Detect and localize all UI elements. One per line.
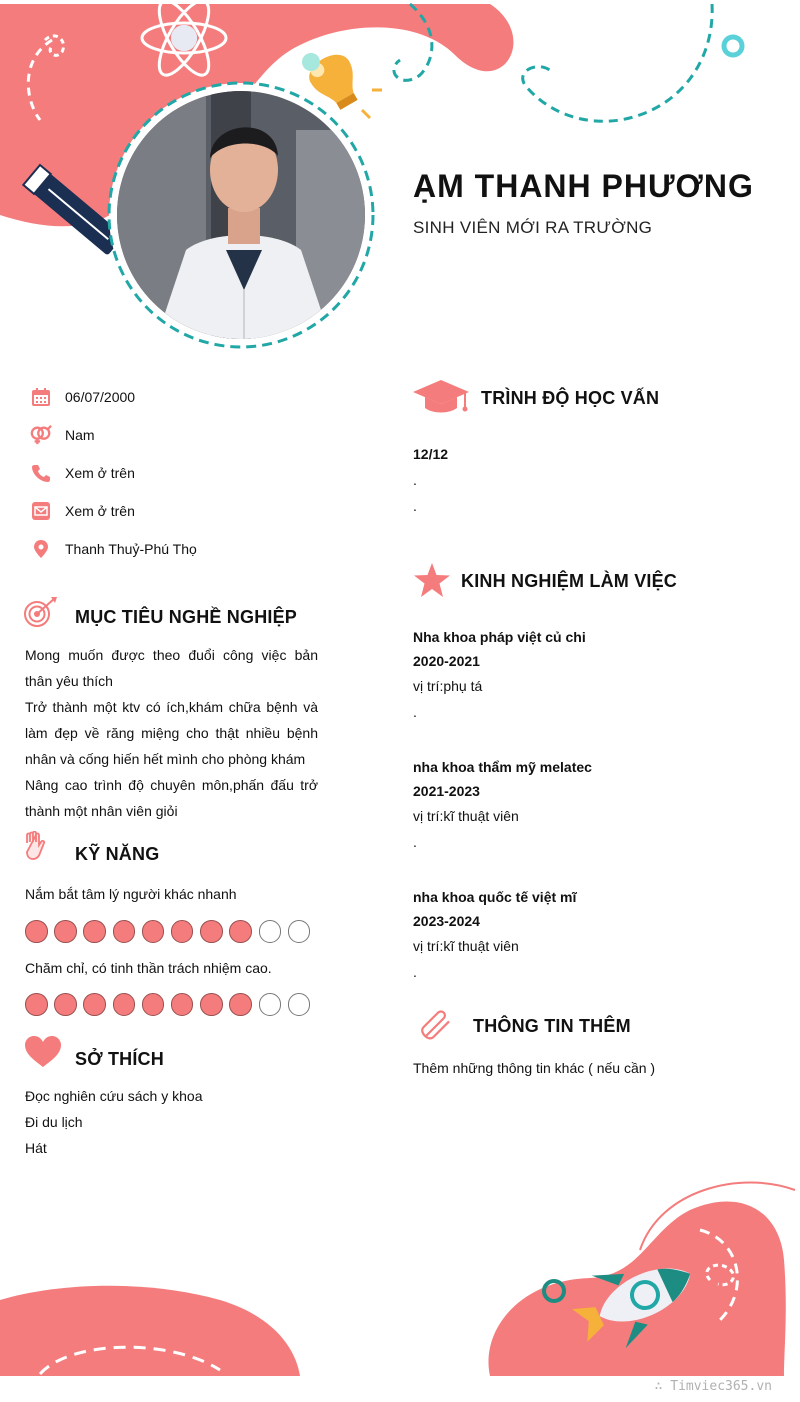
rating-dot-filled — [142, 993, 165, 1016]
rating-dot-empty — [288, 993, 311, 1016]
job-note: . — [413, 834, 417, 850]
footer-decoration — [0, 1170, 800, 1378]
location-pin-icon — [30, 538, 52, 560]
rating-dot-filled — [200, 920, 223, 943]
rating-dot-filled — [54, 920, 77, 943]
skills-title: KỸ NĂNG — [75, 844, 160, 864]
extra-text: Thêm những thông tin khác ( nếu cần ) — [413, 1060, 656, 1076]
contact-phone — [30, 461, 135, 485]
candidate-name: ẠM THANH PHƯƠNG — [413, 168, 754, 204]
rating-dot-filled — [229, 920, 252, 943]
job-period: 2020-2021 — [413, 653, 480, 669]
address-value: Thanh Thuỷ-Phú Thọ — [65, 541, 197, 557]
rating-dot-filled — [113, 920, 136, 943]
birthdate-value: 06/07/2000 — [65, 389, 136, 405]
education-detail: . — [413, 498, 417, 514]
rating-dot-filled — [25, 920, 48, 943]
rating-dot-filled — [171, 993, 194, 1016]
graduation-cap-icon — [413, 380, 469, 414]
footer-watermark: ∴ Timviec365.vn — [654, 1379, 772, 1394]
rating-dot-empty — [288, 920, 311, 943]
star-icon — [414, 563, 450, 597]
education-level: 12/12 — [413, 446, 449, 462]
rating-dot-empty — [259, 993, 282, 1016]
hobbies-title: SỞ THÍCH — [75, 1049, 164, 1069]
extra-title: THÔNG TIN THÊM — [473, 1016, 631, 1036]
contact-gender — [30, 423, 95, 447]
education-title: TRÌNH ĐỘ HỌC VẤN — [481, 388, 660, 408]
hobby-item: Hát — [25, 1140, 47, 1156]
phone-value: Xem ở trên — [65, 465, 135, 481]
rating-dot-filled — [54, 993, 77, 1016]
job-company: nha khoa quốc tế việt mĩ — [413, 889, 577, 905]
rating-dot-filled — [113, 993, 136, 1016]
rating-dot-filled — [142, 920, 165, 943]
contact-birthdate — [30, 385, 136, 409]
skill-rating — [25, 920, 310, 943]
rating-dot-filled — [25, 993, 48, 1016]
objective-line: Nâng cao trình độ chuyên môn,phấn đấu trở thành một nhân viên giỏi — [25, 777, 318, 819]
profile-photo — [116, 90, 366, 340]
gender-icon — [30, 424, 52, 446]
job-position: vị trí:kĩ thuật viên — [413, 808, 519, 824]
paperclip-icon — [416, 1005, 458, 1045]
job-period: 2023-2024 — [413, 913, 480, 929]
phone-icon — [30, 462, 52, 484]
envelope-icon — [30, 500, 52, 522]
objective-text — [25, 642, 318, 824]
email-value: Xem ở trên — [65, 503, 135, 519]
gender-value: Nam — [65, 427, 95, 443]
skill-name: Nắm bắt tâm lý người khác nhanh — [25, 886, 237, 902]
rating-dot-filled — [229, 993, 252, 1016]
job-period: 2021-2023 — [413, 783, 480, 799]
job-company: Nha khoa pháp việt củ chi — [413, 629, 586, 645]
job-position: vị trí:kĩ thuật viên — [413, 938, 519, 954]
rating-dot-empty — [259, 920, 282, 943]
job-company: nha khoa thẩm mỹ melatec — [413, 759, 592, 775]
contact-email — [30, 499, 135, 523]
objective-line: Mong muốn được theo đuổi công việc bản thân yêu thích — [25, 647, 318, 689]
job-note: . — [413, 704, 417, 720]
objective-line: Trở thành một ktv có ích,khám chữa bệnh và làm đẹp về răng miệng cho thật nhiều bệnh nhân và cống hiến hết mình cho phòng khám — [25, 699, 318, 767]
skill-name: Chăm chỉ, có tinh thần trách nhiệm cao. — [25, 960, 272, 976]
rating-dot-filled — [83, 993, 106, 1016]
raised-hand-icon — [24, 831, 48, 863]
target-icon — [24, 596, 58, 628]
job-position: vị trí:phụ tá — [413, 678, 483, 694]
hobby-item: Đọc nghiên cứu sách y khoa — [25, 1088, 203, 1104]
hobby-item: Đi du lịch — [25, 1114, 83, 1130]
education-detail: . — [413, 472, 417, 488]
rating-dot-filled — [171, 920, 194, 943]
rating-dot-filled — [200, 993, 223, 1016]
experience-title: KINH NGHIỆM LÀM VIỆC — [461, 571, 678, 591]
skill-rating — [25, 993, 310, 1016]
heart-icon — [24, 1036, 62, 1068]
objective-title: MỤC TIÊU NGHỀ NGHIỆP — [75, 607, 298, 627]
rating-dot-filled — [83, 920, 106, 943]
job-note: . — [413, 964, 417, 980]
calendar-icon — [30, 386, 52, 408]
candidate-role: SINH VIÊN MỚI RA TRƯỜNG — [413, 218, 653, 237]
contact-address — [30, 537, 197, 561]
